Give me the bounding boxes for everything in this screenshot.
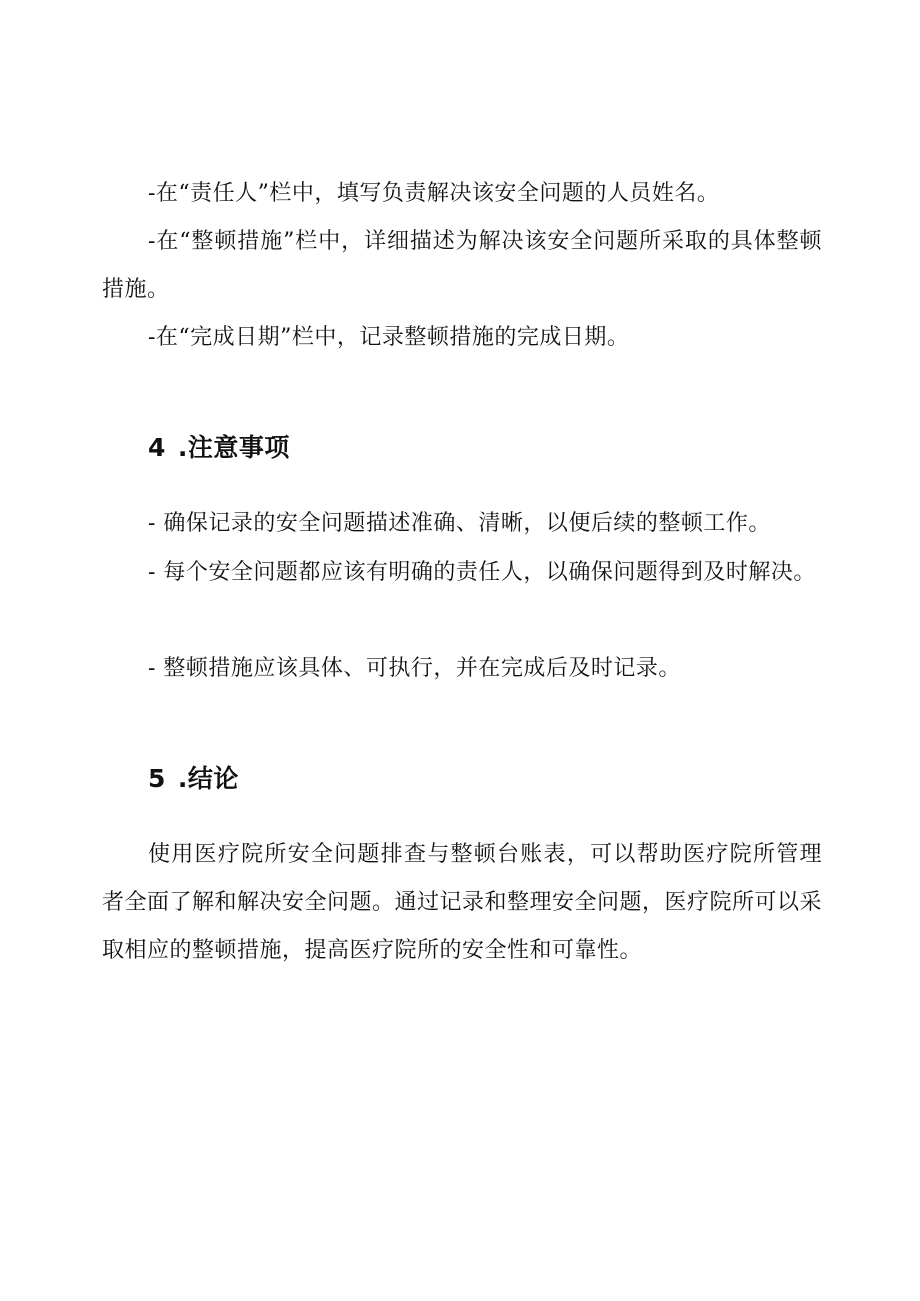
instruction-responsible-person: -在“责任人”栏中，填写负责解决该安全问题的人员姓名。 <box>148 181 720 206</box>
notice-item-1: - 确保记录的安全问题描述准确、清晰，以便后续的整顿工作。 <box>148 511 771 536</box>
section-4-heading <box>148 431 290 465</box>
section-5-title: .结论 <box>177 764 239 793</box>
instruction-completion-date: -在“完成日期”栏中，记录整顿措施的完成日期。 <box>148 325 630 350</box>
notice-item-3: - 整顿措施应该具体、可执行，并在完成后及时记录。 <box>148 656 681 681</box>
notice-item-2: - 每个安全问题都应该有明确的责任人，以确保问题得到及时解决。 <box>148 560 816 585</box>
section-4-title: .注意事项 <box>177 433 290 462</box>
instruction-rectification-measures: -在“整顿措施”栏中，详细描述为解决该安全问题所采取的具体整顿措施。 <box>102 229 822 302</box>
section-5-heading <box>148 762 239 796</box>
section-4-number: 4 <box>148 433 166 462</box>
section-5-number: 5 <box>148 764 166 793</box>
conclusion-paragraph: 使用医疗院所安全问题排查与整顿台账表，可以帮助医疗院所管理者全面了解和解决安全问题。通过记录和整理安全问题，医疗院所可以采取相应的整顿措施，提高医疗院所的安全性和可靠性。 <box>102 842 823 963</box>
